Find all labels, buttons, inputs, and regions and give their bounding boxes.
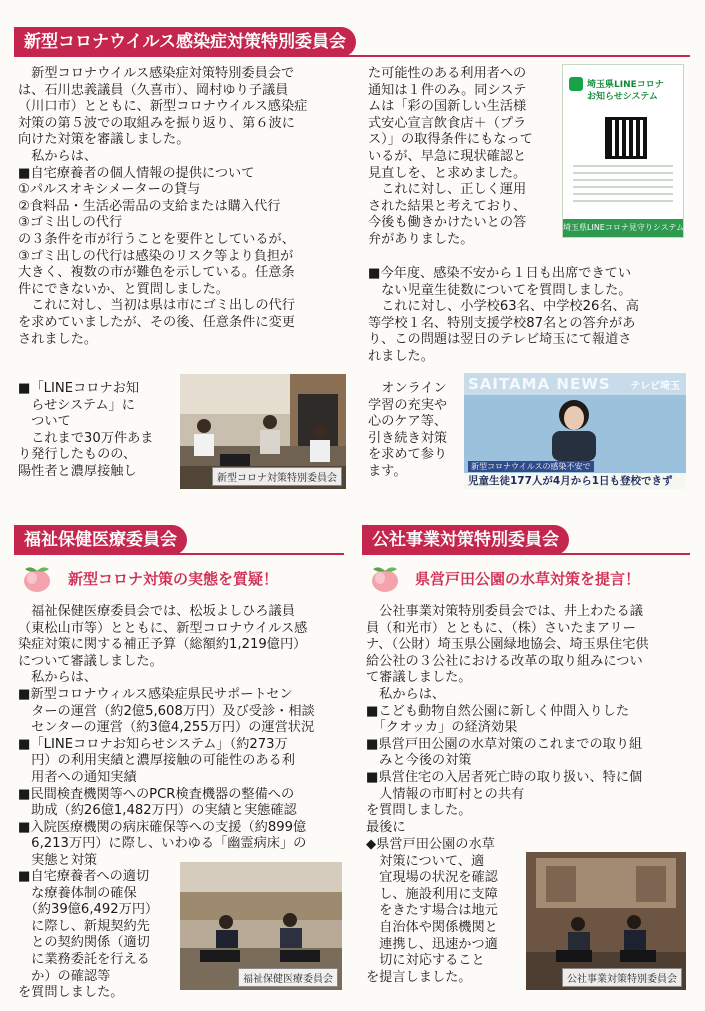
text-line: これに対し、当初は県は市にゴミ出しの代行 [18,298,295,314]
poster-heading: お知らせシステム [587,92,658,102]
text-line: ス）」の取得条件にもなって [368,132,533,148]
text-line: について審議しました。 [18,653,163,669]
text-line: 用者への通知実績 [18,769,137,785]
text-line: （川口市）とともに、新型コロナウイルス感染症 [18,99,308,115]
text-line: 員（和光市）とともに、（株）さいたまアリー [366,620,636,636]
section2-lower-text [18,869,178,1002]
text-line: ③ゴミ出しの代行は感染のリスク等より負担が [18,248,294,264]
text-line: ナ、（公財）埼玉県公園緑地協会、埼玉県住宅供 [366,637,649,653]
text-line: 人情報の市町村との共有 [366,786,525,802]
tv-ticker-top: 新型コロナウイルスの感染不安で [468,461,594,472]
text-line: ます。 [368,463,407,479]
text-line: された結果と考えており、 [368,198,527,214]
section3-rule [362,553,690,555]
text-line: 助成（約26億1,482万円）の実績と実態確認 [18,803,297,819]
text-line: 切に対応すること [366,953,485,969]
text-line: を提言しました。 [366,969,472,985]
section2-committee-photo [180,862,342,990]
text-line: れました。 [368,348,434,364]
text-line: 弁がありました。 [368,231,474,247]
text-line: ない児童生徒数についてを質問しました。 [368,282,632,298]
peach-icon [368,563,402,593]
section2-text [18,604,348,870]
text-line: た可能性のある利用者への [368,66,527,81]
text-line: ②食料品・生活必需品の支給または購入代行 [18,198,281,214]
text-line: 等学校１名、特別支援学校87名との答弁があ [368,315,636,331]
text-line: らせシステム」に [18,397,135,413]
text-line: センターの運営（約3億4,255万円）の運営状況 [18,720,315,736]
text-line: を求めていましたが、その後、任意条件に変更 [18,314,295,330]
text-line: 対策について、適 [366,853,485,869]
tv-channel-logo: テレビ埼玉 [630,381,680,392]
text-line: り、この問題は翌日のテレビ埼玉にて報道さ [368,332,632,348]
text-line: 大きく、複数の市が難色を示している。任意条 [18,265,295,281]
text-line: 福祉保健医療委員会では、松坂よしひろ議員 [18,604,295,619]
section3-subtitle: 県営戸田公園の水草対策を提言！ [415,570,641,588]
section2-title: 福祉保健医療委員会 [14,525,187,555]
text-line: みと今後の対策 [366,753,472,769]
text-line: をきたす場合は地元 [366,903,498,919]
text-line: 通知は１件のみ。同システ [368,82,527,98]
text-line: を求めて参り [368,447,448,463]
line-corona-poster [562,64,684,238]
poster-body-lines [573,165,673,203]
poster-brand: 埼玉県LINEコロナ [587,80,664,90]
text-line: ついて [18,414,71,430]
section3-text [366,604,692,836]
text-line: 対策の第５波での取組みを振り返り、第６波に [18,115,295,131]
text-line: ■「LINEコロナお知らせシステム」（約273万 [18,736,288,752]
text-line: 自治体や関係機関と [366,919,498,935]
text-line: 連携し、迅速かつ適 [366,936,498,952]
tv-news-screenshot [464,373,686,489]
text-line: ターの運営（約2億5,608万円）及び受診・相談 [18,703,315,719]
section1-right-top-text [368,66,558,249]
text-line: ■今年度、感染不安から１日も出席できてい [368,266,632,281]
text-line: 実態と対策 [18,852,98,868]
text-line: ■県営戸田公園の水草対策のこれまでの取り組 [366,736,643,752]
text-line: 私からは、 [18,670,98,686]
text-line: 学習の充実や [368,397,448,413]
text-line: ■こども動物自然公園に新しく仲間入りした [366,703,630,719]
section3-lower-text [366,837,526,986]
text-line: これに対し、小学校63名、中学校26名、高 [368,299,639,315]
text-line: ■新型コロナウィルス感染症県民サポートセン [18,686,293,702]
section2-rule [14,553,344,555]
text-line: し、施設利用に支障 [366,886,498,902]
text-line: オンライン [368,381,447,396]
text-line: か）の確認等 [18,968,111,984]
text-line: ■自宅療養者への適切 [18,869,150,884]
text-line: の３条件を市が行うことを要件としているが、 [18,231,295,247]
text-line: ◆県営戸田公園の水草 [366,837,495,852]
text-line: 陽性者と濃厚接触し [18,463,137,479]
text-line: との契約関係（適切 [18,935,150,951]
text-line: （東松山市等）とともに、新型コロナウイルス感 [18,620,308,636]
section1-left-text [18,66,348,348]
text-line: 向けた対策を審議しました。 [18,132,190,148]
text-line: これまで30万件あま [18,430,154,446]
text-line: されました。 [18,331,98,347]
poster-footer: 埼玉県LINEコロナ見守りシステム [563,219,683,237]
text-line: 給公社の３公社における改革の取り組みについ [366,653,643,669]
text-line: ③ゴミ出しの代行 [18,215,123,231]
peach-icon [20,563,54,593]
text-line: 宜現場の状況を確認 [366,870,498,886]
text-line: を質問しました。 [366,803,472,819]
text-line: な療養体制の確保 [18,885,137,901]
text-line: に業務委託を行える [18,951,150,967]
tv-ticker-main: 児童生徒177人が4月から1日も登校できず [464,473,686,489]
text-line: ①パルスオキシメーターの貸与 [18,182,201,198]
text-line: 円）の利用実績と濃厚接触の可能性のある利 [18,753,295,769]
poster-logo-icon [569,77,583,91]
section3-title: 公社事業対策特別委員会 [362,525,569,555]
section1-photo-caption: 新型コロナ対策特別委員会 [212,467,342,486]
text-line: に際し、新規契約先 [18,918,150,934]
text-line: ■入院医療機関の病床確保等への支援（約899億 [18,819,307,835]
section3-photo-caption: 公社事業対策特別委員会 [562,968,682,987]
section1-left-lower-text [18,381,176,481]
text-line: 見直しを、と求めました。 [368,165,527,181]
text-line: ■自宅療養者の個人情報の提供について [18,165,255,181]
text-line: 私からは、 [366,686,446,702]
text-line: 件にできないか、と質問しました。 [18,281,229,297]
text-line: ■「LINEコロナお知 [18,381,140,396]
text-line: 「クオッカ」の経済効果 [366,720,518,736]
tv-banner: SAITAMA NEWS [468,375,611,393]
text-line: 最後に [366,819,406,835]
text-line: いるが、早急に現状確認と [368,148,527,164]
text-line: 染症対策に関する補正予算（総額約1,219億円） [18,637,307,653]
text-line: 今後も働きかけたいとの答 [368,215,527,231]
text-line: ■県営住宅の入居者死亡時の取り扱い、特に個 [366,769,643,785]
section2-photo-caption: 福祉保健医療委員会 [238,968,338,987]
text-line: 公社事業対策特別委員会では、井上わたる議 [366,604,643,619]
section2-subtitle: 新型コロナ対策の実態を質疑！ [68,570,279,588]
text-line: 心のケア等、 [368,414,448,430]
text-line: ムは「彩の国新しい生活様 [368,99,527,115]
text-line: て審議しました。 [366,670,472,686]
text-line: 式安心宣言飲食店＋（プラ [368,115,527,131]
section1-title: 新型コロナウイルス感染症対策特別委員会 [14,27,356,57]
text-line: 私からは、 [18,148,98,164]
text-line: 6,213万円）に際し、いわゆる「幽霊病床」の [18,836,307,852]
text-line: 引き続き対策 [368,430,448,446]
section1-rule [14,55,690,57]
section3-committee-photo [526,852,686,990]
text-line: り発行したものの、 [18,447,137,463]
text-line: これに対し、正しく運用 [368,182,527,198]
qr-code-icon [605,117,647,159]
text-line: （約39億6,492万円） [18,902,159,918]
section1-committee-photo [180,374,346,489]
text-line: を質問しました。 [18,985,124,1001]
section1-right-mid-text [368,266,690,366]
section1-right-lower-text [368,381,464,481]
text-line: ■民間検査機関等へのPCR検査機器の整備への [18,786,295,802]
text-line: は、石川忠義議員（久喜市）、岡村ゆり子議員 [18,82,289,98]
text-line: 新型コロナウイルス感染症対策特別委員会で [18,66,295,81]
